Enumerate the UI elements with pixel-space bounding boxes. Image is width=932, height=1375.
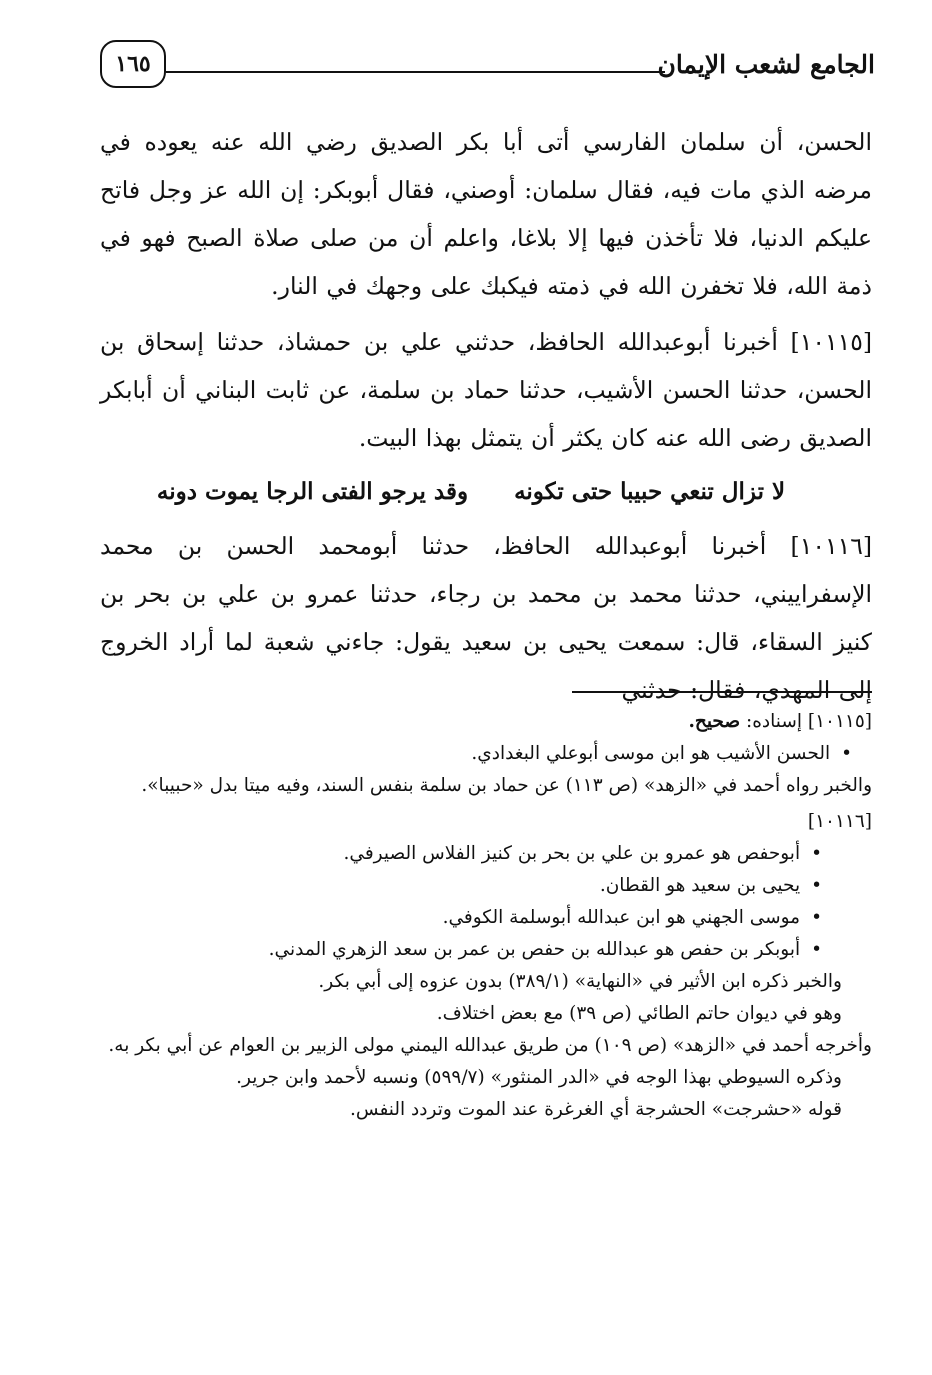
footnote-bullet-text: الحسن الأشيب هو ابن موسى أبوعلي البغدادي. [471, 743, 831, 764]
footnotes [100, 706, 872, 1126]
running-title: الجامع لشعب الإيمان [657, 50, 875, 79]
footnote-text: قوله «حشرجت» الحشرجة أي الغرغرة عند الموت وتردد النفس. [349, 1099, 842, 1120]
bullet-icon: • [811, 875, 822, 896]
bullet-icon: • [811, 939, 822, 960]
header-rule [166, 71, 665, 73]
footnote-bullet [100, 902, 842, 934]
footnote-ref: [١٠١١٥] إسناده: [745, 711, 872, 732]
footnote-bullet-list [100, 838, 872, 1030]
bullet-icon: • [811, 907, 822, 928]
footnote-text: والخبر ذكره ابن الأثير في «النهاية» (٣٨٩/١) بدون عزوه إلى أبي بكر. [318, 971, 842, 992]
footnote-text: وأخرجه أحمد في «الزهد» (ص ١٠٩) من طريق عبدالله اليمني مولى الزبير بن العوام عن أبي بكر به. [108, 1035, 872, 1056]
footnote-bullet-text: يحيى بن سعيد هو القطان. [599, 875, 801, 896]
poem-hemistich-first: لا تزال تنعي حبيبا حتى تكونه [514, 478, 786, 505]
footnote-text: وذكره السيوطي بهذا الوجه في «الدر المنثور» (٥٩٩/٧) ونسبه لأحمد وابن جرير. [236, 1067, 842, 1088]
page-number: ١٦٥ [100, 40, 166, 88]
footnote-tail [100, 1062, 872, 1126]
bullet-icon: • [811, 843, 822, 864]
footnote-separator [572, 691, 872, 693]
footnote-text: وهو في ديوان حاتم الطائي (ص ٣٩) مع بعض اختلاف. [436, 1003, 842, 1024]
footnote-bullet [100, 738, 872, 770]
footnote-text: والخبر رواه أحمد في «الزهد» (ص ١١٣) عن حماد بن سلمة بنفس السند، وفيه ميتا بدل «حبيبا». [141, 775, 872, 796]
paragraph: [١٠١١٥] أخبرنا أبوعبدالله الحافظ، حدثني علي بن حمشاذ، حدثنا إسحاق بن الحسن، حدثنا الحسن الأشيب، حدثنا حماد بن سلمة، عن ثابت البناني أن أبابكر الصديق رضى الله عنه كان يكثر أن يتمثل بهذا البيت. [100, 328, 872, 452]
bullet-icon: • [841, 743, 852, 764]
footnote-ref: [١٠١١٦] [807, 811, 872, 832]
footnote-bullet-text: أبوبكر بن حفص هو عبدالله بن حفص بن عمر بن سعد الزهري المدني. [268, 939, 801, 960]
poem-verse [100, 470, 872, 514]
poem-hemistich-second: وقد يرجو الفتى الرجا يموت دونه [156, 478, 469, 505]
footnote-heading [100, 706, 872, 738]
paragraph: [١٠١١٦] أخبرنا أبوعبدالله الحافظ، حدثنا أبومحمد الحسن بن محمد الإسفراييني، حدثنا محمد بن محمد بن رجاء، حدثنا عمرو بن علي بن بحر بن كنيز السقاء، قال: سمعت يحيى بن سعيد يقول: جاءني شعبة لما أراد الخروج إلى المهدي، فقال: حدثني [100, 532, 872, 704]
page-header [100, 40, 875, 96]
main-text [100, 118, 872, 722]
paragraph: الحسن، أن سلمان الفارسي أتى أبا بكر الصديق رضي الله عنه يعوده في مرضه الذي مات فيه، فقال سلمان: أوصني، فقال أبوبكر: إن الله عز وجل فاتح عليكم الدنيا، فلا تأخذن فيها إلا بلاغا، واعلم أن من صلى صلاة الصبح فهو في ذمة الله، فلا تخفرن الله في ذمته فيكبك على وجهك في النار. [100, 128, 872, 300]
footnote-bullet-text: موسى الجهني هو ابن عبدالله أبوسلمة الكوفي. [442, 907, 801, 928]
footnote-bullet-text: أبوحفص هو عمرو بن علي بن بحر بن كنيز الفلاس الصيرفي. [343, 843, 801, 864]
footnote-bullet [100, 870, 842, 902]
footnote-bullet [100, 838, 842, 870]
footnote-grade: صحيح. [688, 711, 741, 732]
footnote-bullet [100, 934, 842, 966]
